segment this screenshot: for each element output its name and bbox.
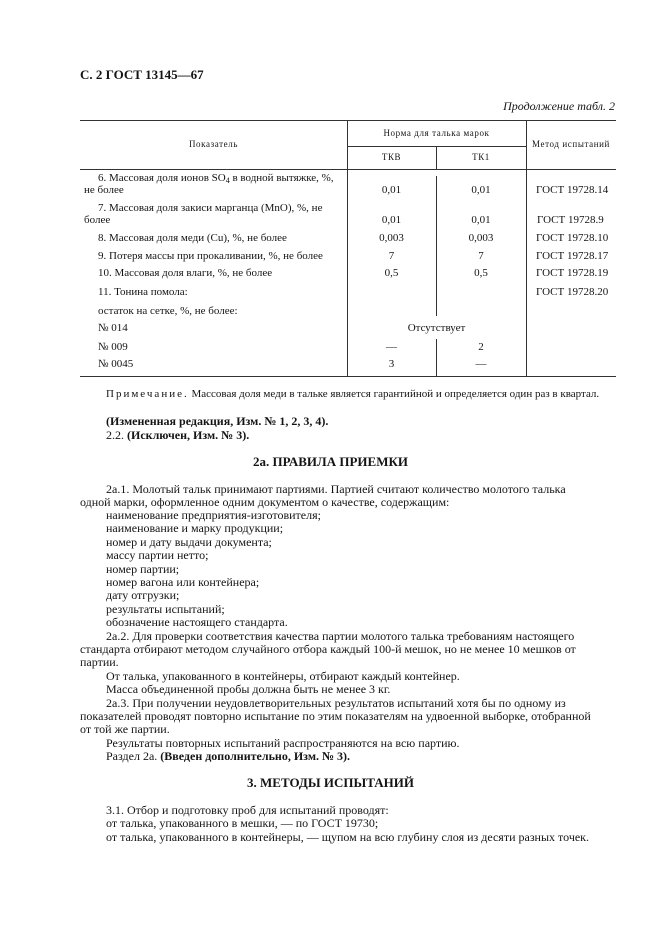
row-7-indicator: 7. Массовая доля закиси марганца (MnO), %, не — [98, 202, 323, 214]
para-2a2-line3: партии. — [80, 655, 119, 669]
para-3-1-containers: от талька, упакованного в контейнеры, — щупом на всю глубину слоя из десяти разных точек. — [106, 830, 590, 844]
list-item: наименование предприятия-изготовителя; — [106, 508, 321, 522]
row-6-indicator: 6. Массовая доля ионов $SO_4$ в водной вытяжке, %, — [98, 172, 334, 185]
list-item: массу партии нетто; — [106, 548, 209, 562]
table-bottom-rule — [80, 376, 616, 377]
para-3-1: 3.1. Отбор и подготовку проб для испытаний проводят: — [106, 803, 389, 817]
para-2a1-line1: 2а.1. Молотый тальк принимают партиями. Партией считают количество молотого талька — [106, 482, 566, 496]
row-8-method: ГОСТ 19728.10 — [536, 232, 609, 244]
row-0045-indicator: № 0045 — [98, 358, 134, 370]
list-item: номер партии; — [106, 562, 180, 576]
row-7-indicator-cont: более — [84, 214, 111, 226]
row-014-merged-value: Отсутствует — [407, 322, 466, 334]
row-8-indicator: 8. Массовая доля меди (Cu), %, не более — [98, 232, 287, 244]
row-9-tkv: 7 — [388, 250, 395, 262]
row-10-tkv: 0,5 — [384, 267, 399, 279]
row-8-tk1: 0,003 — [468, 232, 494, 244]
row-6-tkv: 0,01 — [381, 184, 402, 196]
row-0045-tk1: — — [475, 358, 487, 370]
section-3-title: 3. МЕТОДЫ ИСПЫТАНИЙ — [247, 775, 414, 790]
section-2a-title: 2а. ПРАВИЛА ПРИЕМКИ — [252, 454, 409, 469]
table-col-divider-3 — [526, 120, 527, 376]
row-9-indicator: 9. Потеря массы при прокаливании, %, не более — [98, 250, 323, 262]
amendment-note-2: 2.2. (Исключен, Изм. № 3). — [106, 428, 250, 442]
para-sample-mass: Масса объединенной пробы должна быть не менее 3 кг. — [106, 682, 391, 696]
row-009-indicator: № 009 — [98, 341, 128, 353]
row-6-method: ГОСТ 19728.14 — [536, 184, 609, 196]
header-norm-group: Норма для талька марок — [383, 128, 490, 138]
list-item: номер и дату выдачи документа; — [106, 535, 272, 549]
row-6-indicator-cont: не более — [84, 184, 124, 196]
row-9-method: ГОСТ 19728.17 — [536, 250, 609, 262]
para-2a2-line1: 2а.2. Для проверки соответствия качества партии молотого талька требованиям настоящего — [106, 629, 575, 643]
row-6-tk1: 0,01 — [471, 184, 491, 196]
list-item: номер вагона или контейнера; — [106, 575, 260, 589]
table-header-bottom-rule — [80, 169, 616, 170]
para-2a3-line1: 2а.3. При получении неудовлетворительных результатов испытаний хотя бы по одному из — [106, 696, 566, 710]
row-009-tk1: 2 — [478, 341, 484, 353]
para-3-1-bags: от талька, упакованного в мешки, — по ГОСТ 19730; — [106, 816, 379, 830]
amendment-note-1: (Измененная редакция, Изм. № 1, 2, 3, 4). — [106, 414, 329, 428]
table-col-divider-2-upper — [436, 176, 437, 316]
row-10-method: ГОСТ 19728.19 — [536, 267, 609, 279]
row-11-indicator: 11. Тонина помола: — [98, 286, 188, 298]
para-containers: От талька, упакованного в контейнеры, отбирают каждый контейнер. — [106, 669, 460, 683]
table-continuation-label: Продолжение табл. 2 — [503, 99, 615, 113]
row-7-method: ГОСТ 19728.9 — [537, 214, 604, 226]
para-repeat-results: Результаты повторных испытаний распространяются на всю партию. — [106, 736, 460, 750]
table-note: Примечание. Массовая доля меди в тальке является гарантийной и определяется один раз в квартал. — [106, 388, 600, 400]
list-item: наименование и марку продукции; — [106, 521, 284, 535]
header-indicator: Показатель — [188, 139, 239, 149]
page-header: С. 2 ГОСТ 13145—67 — [80, 67, 204, 82]
section-2a-amendment: Раздел 2а. (Введен дополнительно, Изм. № 3). — [106, 749, 351, 763]
para-2a1-line2: одной марки, оформленное одним документом о качестве, содержащим: — [80, 495, 450, 509]
header-method: Метод испытаний — [532, 139, 610, 149]
row-7-tkv: 0,01 — [381, 214, 402, 226]
row-0045-tkv: 3 — [388, 358, 395, 370]
row-8-tkv: 0,003 — [379, 232, 404, 244]
para-2a2-line2: стандарта отбирают методом случайного отбора каждый 100-й мешок, но не менее 10 мешков от — [80, 642, 576, 656]
header-tkv: ТКВ — [381, 152, 402, 162]
table-top-rule — [80, 120, 616, 121]
header-tk1: ТК1 — [472, 152, 490, 162]
row-residue-indicator: остаток на сетке, %, не более: — [98, 305, 238, 317]
list-item: результаты испытаний; — [106, 602, 225, 616]
list-item: дату отгрузки; — [106, 588, 180, 602]
row-10-tk1: 0,5 — [474, 267, 488, 279]
row-9-tk1: 7 — [478, 250, 484, 262]
para-2a3-line2: показателей проводят повторно испытание по этим показателям на удвоенной выборке, отобранной — [80, 709, 591, 723]
row-11-method: ГОСТ 19728.20 — [536, 286, 609, 298]
row-009-tkv: — — [386, 341, 397, 353]
para-2a3-line3: от той же партии. — [80, 722, 170, 736]
list-item: обозначение настоящего стандарта. — [106, 615, 288, 629]
row-10-indicator: 10. Массовая доля влаги, %, не более — [98, 267, 273, 279]
row-7-tk1: 0,01 — [471, 214, 491, 226]
row-014-indicator: № 014 — [98, 322, 128, 334]
